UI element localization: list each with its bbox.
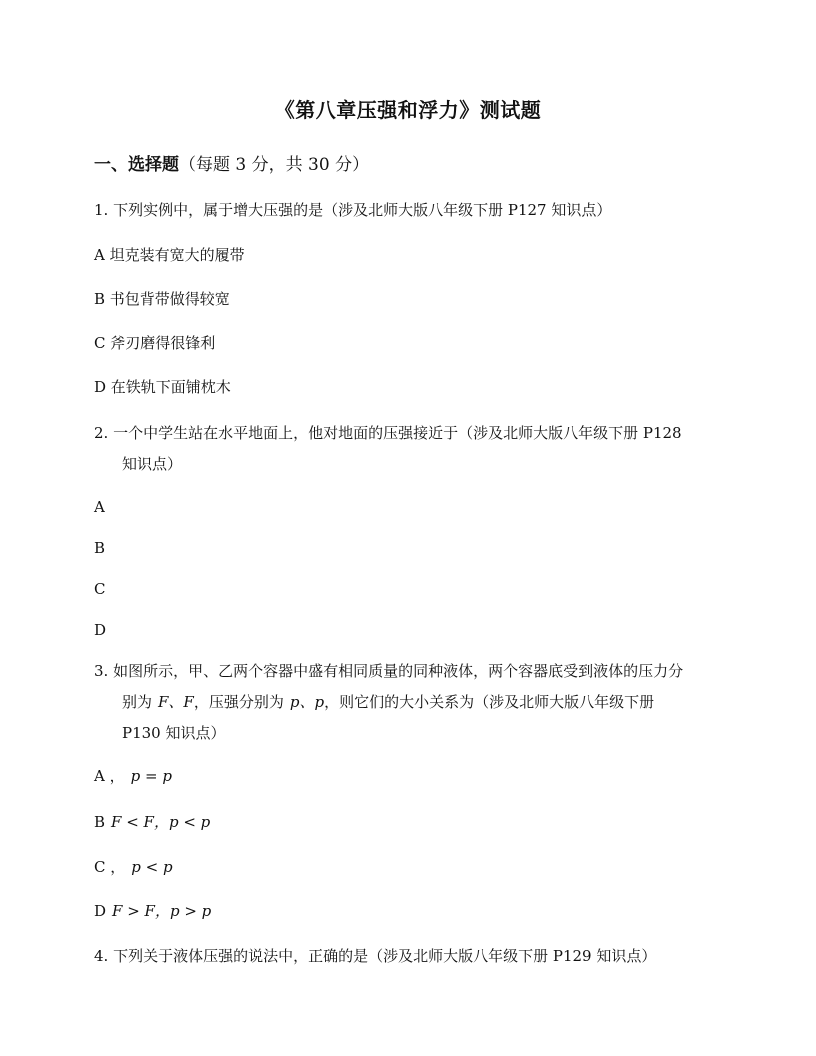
- section-heading-note: （每题 3 分，共 30 分）: [179, 155, 370, 175]
- question-3-option-d-letter: D: [94, 902, 107, 920]
- question-2-option-d: D: [94, 621, 107, 639]
- question-3-force-vars: F、F: [158, 693, 194, 711]
- question-3-stem-cont: [122, 692, 654, 712]
- question-1-option-d: D 在铁轨下面铺枕木: [94, 378, 231, 396]
- question-1-stem: 1. 下列实例中，属于增大压强的是（涉及北师大版八年级下册 P127 知识点）: [94, 201, 612, 219]
- question-3-pressure-vars: p、p: [289, 693, 325, 711]
- question-3-option-d: [94, 901, 211, 921]
- question-3-option-b-math: F < F，p < p: [111, 813, 211, 831]
- question-2-option-a: A: [94, 498, 105, 516]
- question-3-stem: 3. 如图所示，甲、乙两个容器中盛有相同质量的同种液体，两个容器底受到液体的压力分: [94, 662, 684, 680]
- page-title: 《第八章压强和浮力》测试题: [274, 98, 542, 122]
- question-3-stem-cont-2: P130 知识点）: [122, 724, 226, 742]
- question-3-option-c-math: p < p: [131, 858, 173, 876]
- question-3-option-d-math: F > F，p > p: [112, 902, 212, 920]
- question-1-option-c: C 斧刃磨得很锋利: [94, 334, 216, 352]
- question-3-option-b: [94, 812, 210, 832]
- question-2-stem: 2. 一个中学生站在水平地面上，他对地面的压强接近于（涉及北师大版八年级下册 P128: [94, 424, 682, 442]
- question-2-option-b: B: [94, 539, 106, 557]
- question-2-option-c: C: [94, 580, 106, 598]
- section-heading-label: 一、选择题: [94, 155, 179, 175]
- question-3-option-a: [94, 766, 172, 786]
- question-3-option-c-letter: C ，: [94, 858, 126, 876]
- question-3-option-a-letter: A ，: [94, 767, 125, 785]
- question-3-option-a-math: p = p: [130, 767, 172, 785]
- question-3-stem-part-c: ，则它们的大小关系为（涉及北师大版八年级下册: [324, 693, 655, 711]
- question-2-stem-cont: 知识点）: [122, 455, 183, 473]
- question-3-option-b-letter: B: [94, 813, 106, 831]
- question-4-stem: 4. 下列关于液体压强的说法中，正确的是（涉及北师大版八年级下册 P129 知识点）: [94, 947, 657, 965]
- question-1-option-b: B 书包背带做得较宽: [94, 290, 230, 308]
- question-1-option-a: A 坦克装有宽大的履带: [94, 246, 245, 264]
- question-3-stem-part-b: ，压强分别为: [193, 693, 284, 711]
- question-3-stem-part-a: 别为: [122, 693, 153, 711]
- question-3-option-c: [94, 857, 173, 877]
- section-heading: [94, 150, 369, 175]
